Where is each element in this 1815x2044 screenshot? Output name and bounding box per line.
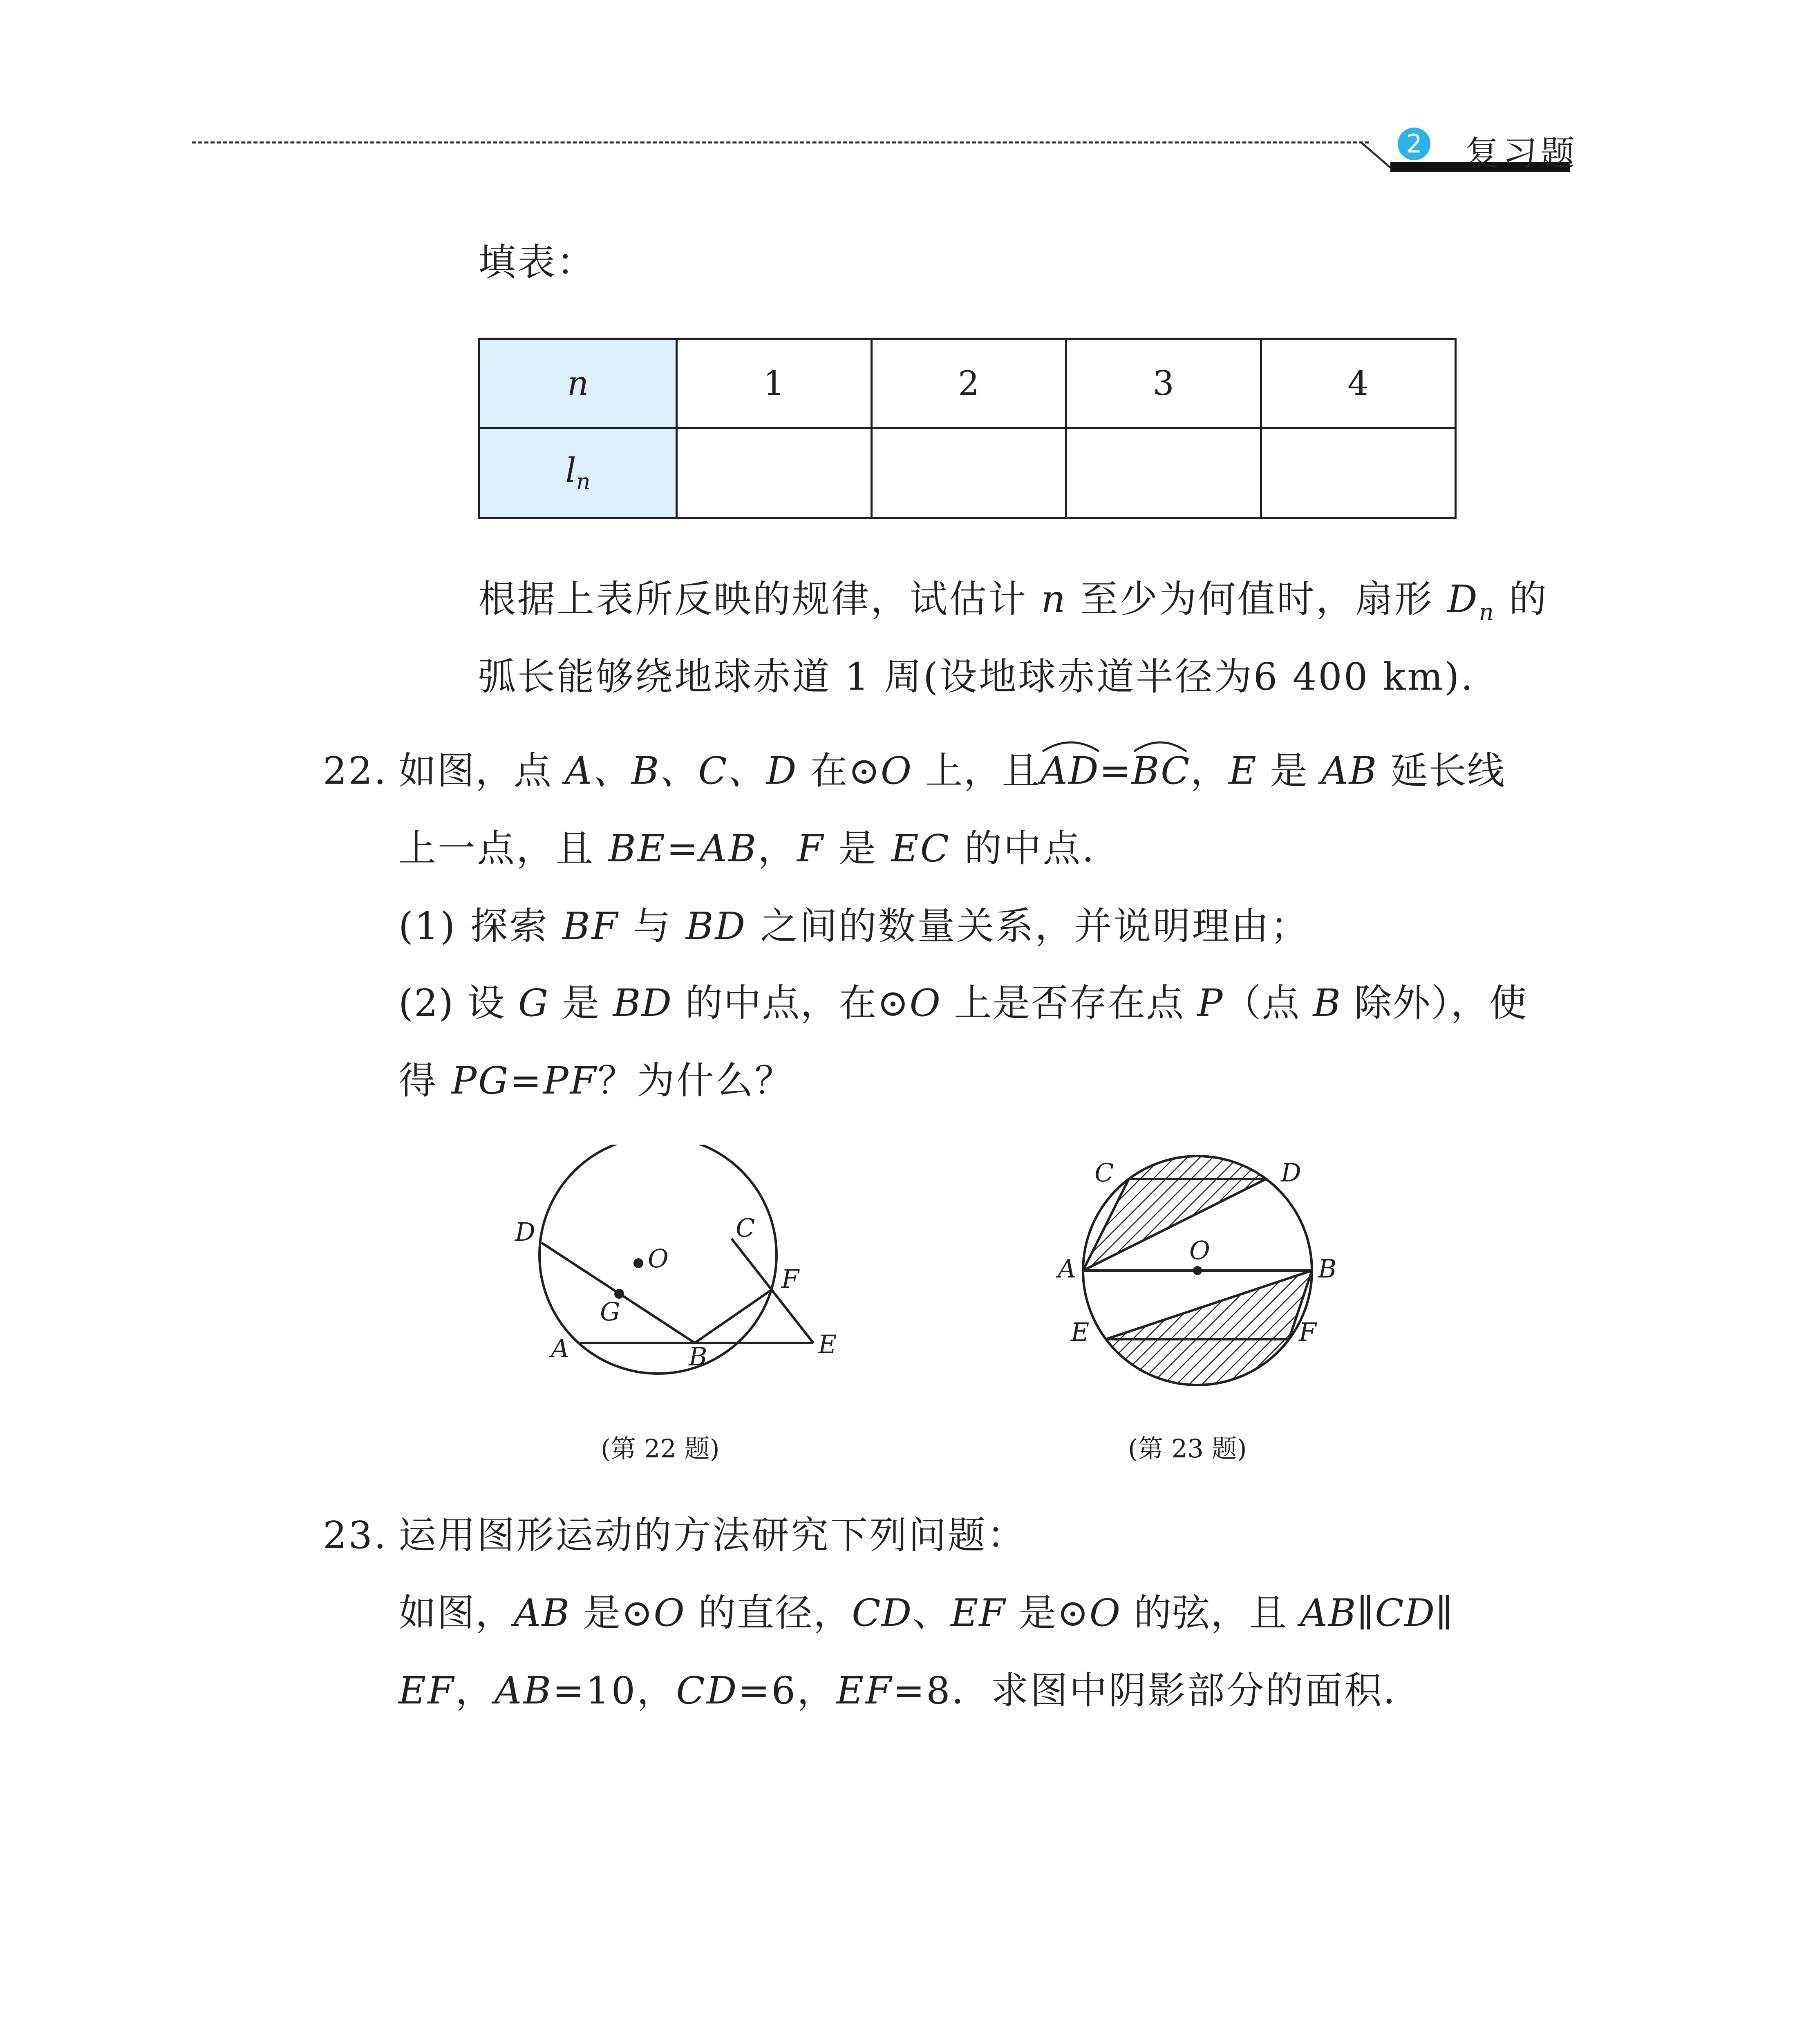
label-o: O — [648, 1244, 669, 1273]
ln-label-base: l — [565, 451, 576, 491]
line-ce — [732, 1239, 813, 1343]
shaded-segment-ef — [1106, 1339, 1289, 1398]
table-row-header-ln — [479, 428, 677, 518]
figure-23 — [1034, 1145, 1394, 1398]
arc-BC: BC — [1132, 752, 1191, 790]
shaded-segment-cd — [1129, 1145, 1266, 1179]
fill-table — [478, 338, 1457, 519]
table-cell-ln — [871, 428, 1066, 518]
arc-AD: AD — [1040, 752, 1099, 790]
label-d: D — [1281, 1158, 1301, 1188]
label-c: C — [1094, 1158, 1114, 1188]
table-cell-n: 3 — [1066, 339, 1261, 428]
problem-23-line-3: EF，AB=10，CD=6，EF=8．求图中阴影部分的面积． — [398, 1669, 1423, 1712]
estimate-line-2: 弧长能够绕地球赤道 1 周(设地球赤道半径为6 400 km). — [478, 655, 1475, 699]
table-cell-ln — [1261, 428, 1456, 518]
table-row-header-n: n — [479, 339, 677, 428]
estimate-line-1: 根据上表所反映的规律，试估计 n 至少为何值时，扇形 $D_n$ 的 — [478, 577, 1549, 626]
problem-22-question-2-cont: 得 PG=PF？为什么？ — [398, 1059, 794, 1103]
figure-22-caption: (第 22 题) — [601, 1434, 720, 1464]
table-cell-n: 2 — [871, 339, 1066, 428]
table-row — [479, 339, 1456, 428]
header-dashed-rule — [192, 141, 1369, 143]
problem-23-number: 23. — [323, 1513, 388, 1557]
label-e: E — [1071, 1317, 1090, 1347]
table-cell-ln — [1066, 428, 1261, 518]
figure-23-caption: (第 23 题) — [1128, 1434, 1247, 1464]
label-c: C — [736, 1213, 755, 1243]
table-row — [479, 428, 1456, 518]
label-b: B — [1318, 1254, 1337, 1284]
label-o: O — [1189, 1235, 1210, 1265]
label-d: D — [515, 1217, 535, 1247]
table-cell-ln — [677, 428, 872, 518]
ln-label-sub: n — [576, 468, 591, 495]
problem-23-line-2: 如图，AB 是⊙O 的直径，CD、EF 是⊙O 的弦，且 AB∥CD∥ — [398, 1591, 1454, 1635]
label-g: G — [600, 1297, 620, 1327]
problem-22-line-1: 如图，点 A、B、C、D 在⊙O 上，且 AD= BC，E 是 AB 延长线 — [398, 752, 1505, 790]
problem-22-line-2: 上一点，且 BE=AB，F 是 EC 的中点. — [398, 827, 1096, 870]
problem-23-line-1: 运用图形运动的方法研究下列问题： — [398, 1513, 1027, 1557]
label-a: A — [1058, 1254, 1076, 1284]
chapter-number-badge: 2 — [1398, 128, 1430, 160]
label-f: F — [781, 1264, 799, 1294]
label-a: A — [551, 1334, 569, 1363]
section-title: 复习题 — [1465, 133, 1578, 173]
label-b: B — [689, 1342, 707, 1372]
problem-22-number: 22. — [323, 749, 388, 793]
problem-22-question-1: (1) 探索 BF 与 BD 之间的数量关系，并说明理由； — [398, 904, 1310, 948]
fill-table-intro: 填表： — [478, 240, 596, 284]
point-o — [633, 1258, 643, 1268]
label-e: E — [818, 1329, 837, 1359]
label-f: F — [1299, 1317, 1317, 1347]
point-o — [1193, 1266, 1202, 1275]
problem-22-question-2: (2) 设 G 是 BD 的中点，在⊙O 上是否存在点 P（点 B 除外），使 — [398, 981, 1528, 1025]
table-cell-n: 4 — [1261, 339, 1456, 428]
table-cell-n: 1 — [677, 339, 872, 428]
figure-22 — [490, 1145, 879, 1398]
